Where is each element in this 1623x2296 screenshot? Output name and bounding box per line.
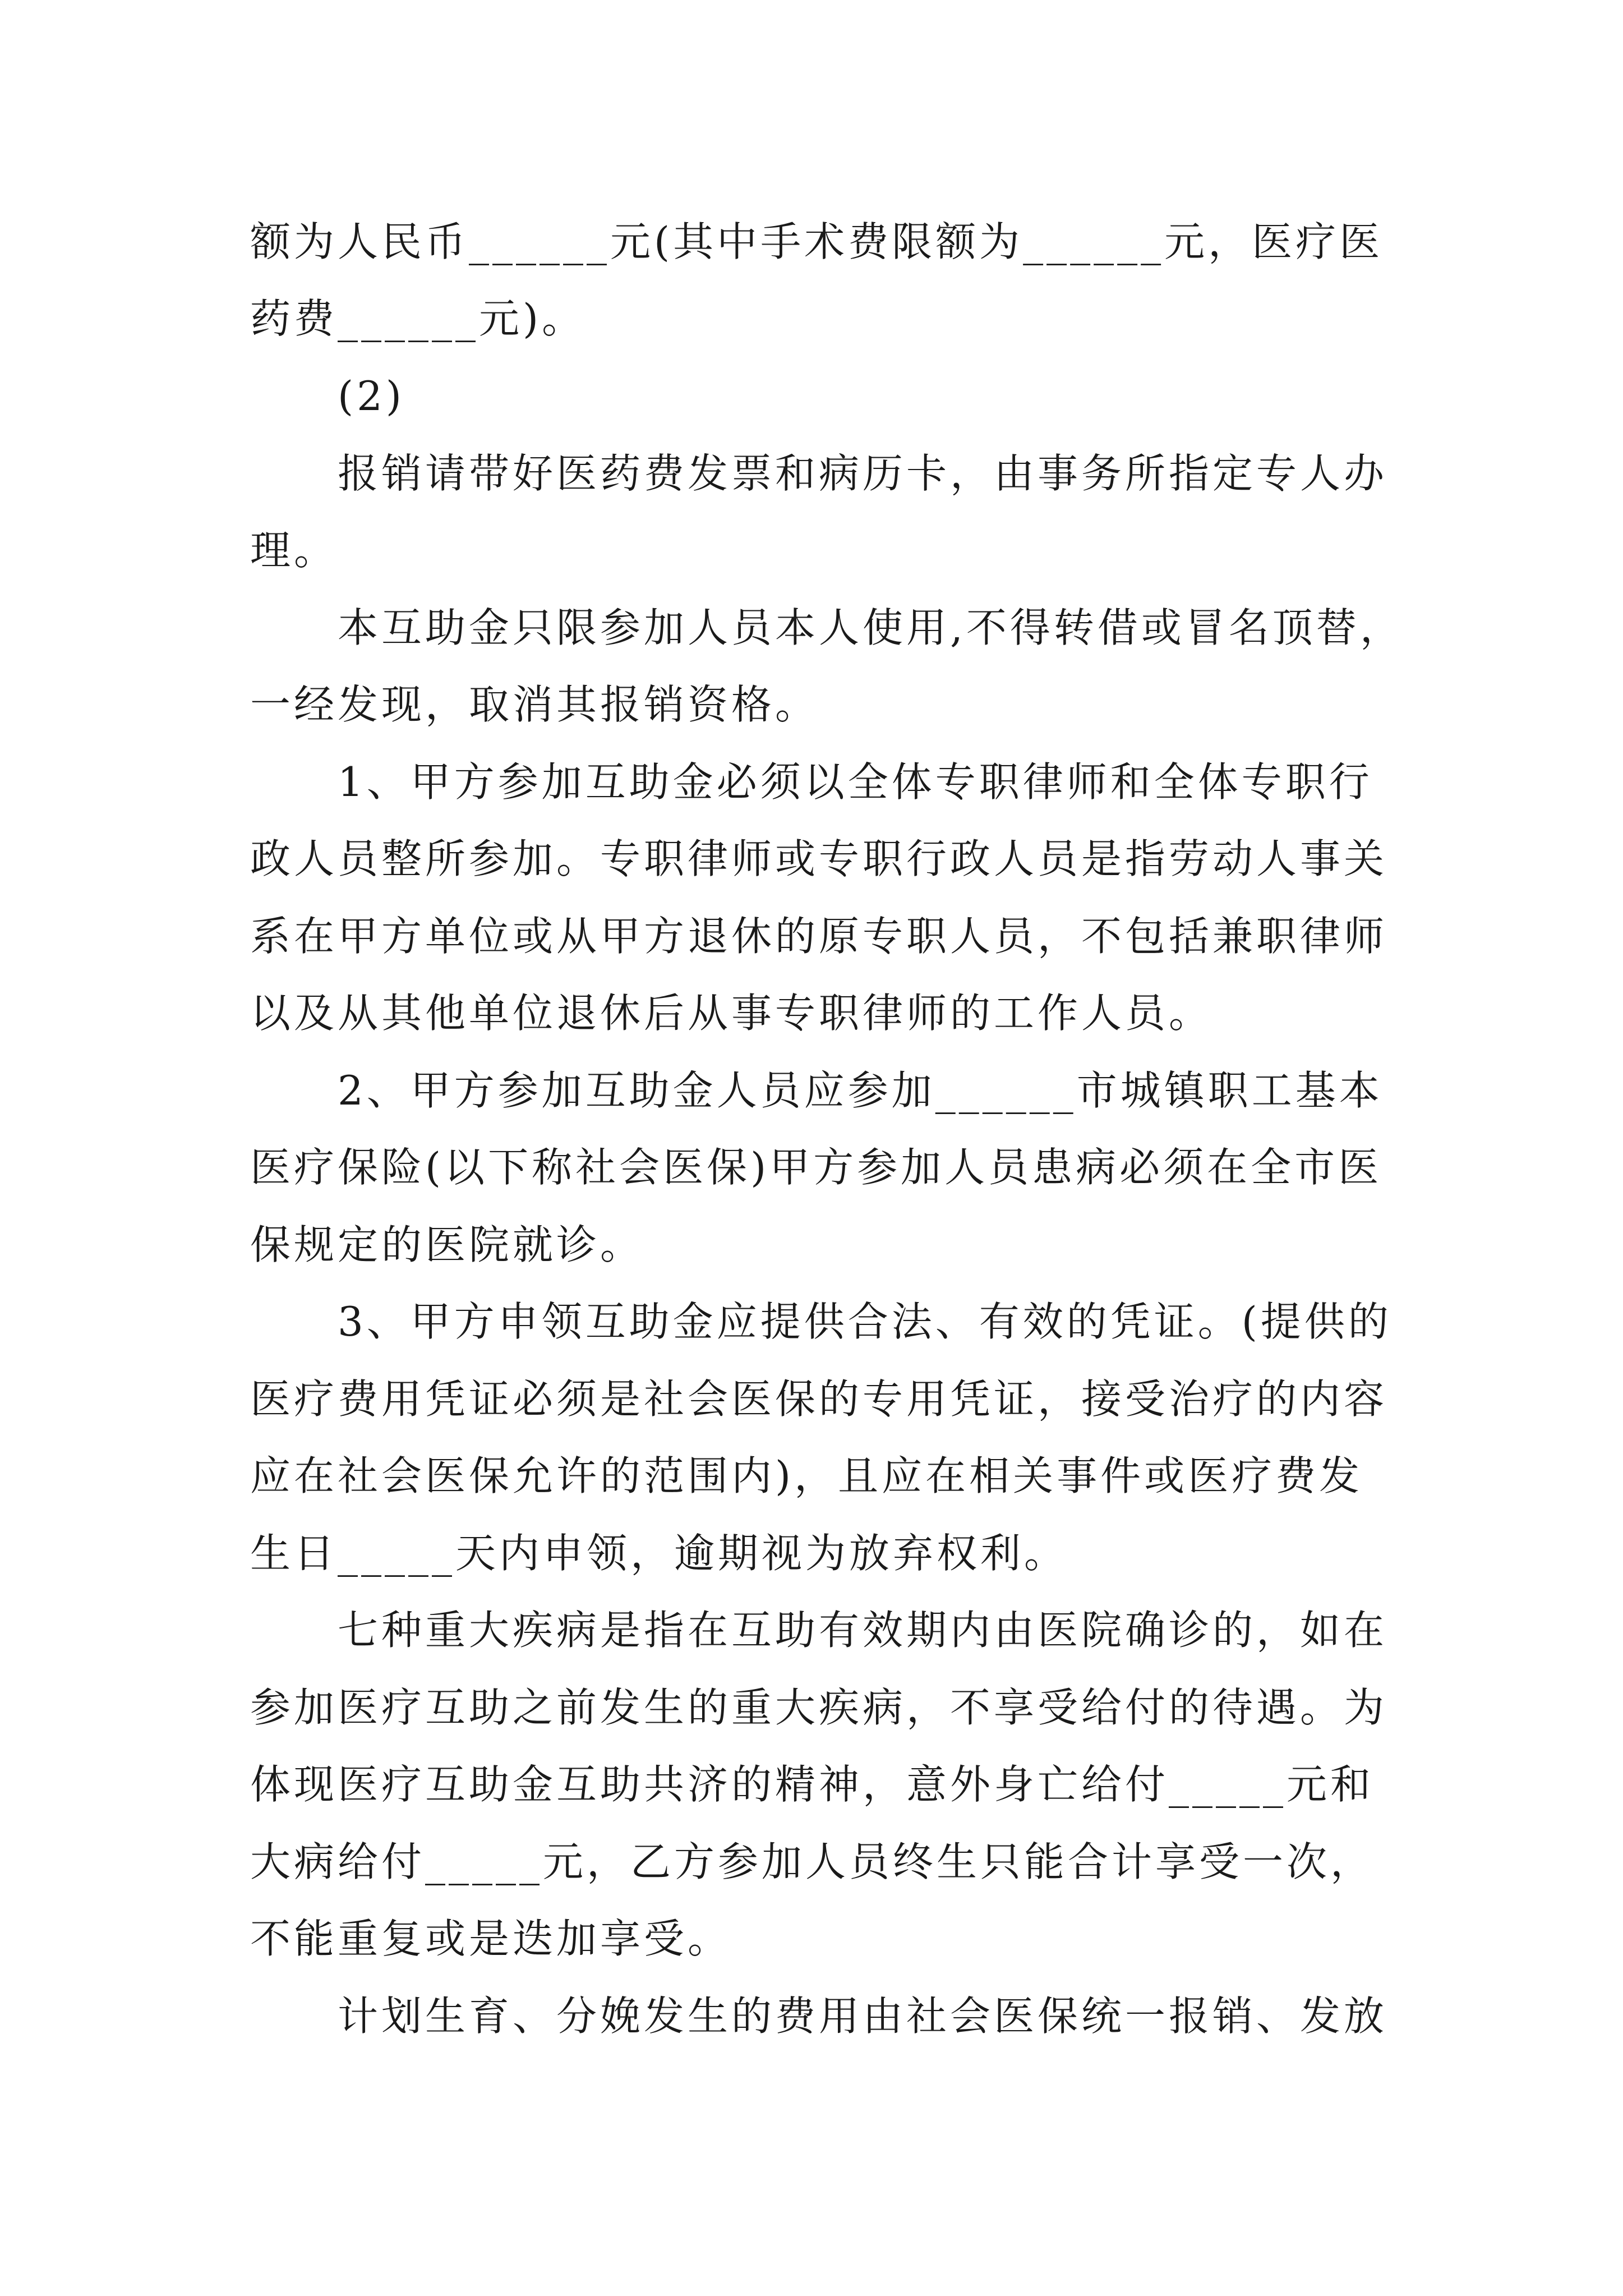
text-line-9: 政人员整所参加。专职律师或专职行政人员是指劳动人事关 — [250, 835, 1388, 882]
text-line-13: 医疗保险(以下称社会医保)甲方参加人员患病必须在全市医 — [250, 1144, 1382, 1191]
text-line-21: 体现医疗互助金互助共济的精神，意外身亡给付_____元和 — [250, 1761, 1375, 1808]
text-line-10: 系在甲方单位或从甲方退休的原专职人员，不包括兼职律师 — [250, 913, 1388, 960]
text-line-3: (2) — [338, 372, 405, 420]
text-line-7: 一经发现，取消其报销资格。 — [250, 681, 819, 728]
text-line-1: 额为人民币______元(其中手术费限额为______元，医疗医 — [250, 218, 1384, 265]
text-line-18: 生日_____天内申领，逾期视为放弃权利。 — [250, 1530, 1068, 1577]
text-line-2: 药费______元)。 — [250, 295, 586, 342]
text-line-8: 1、甲方参加互助金必须以全体专职律师和全体专职行 — [338, 758, 1373, 806]
text-line-19: 七种重大疾病是指在互助有效期内由医院确诊的，如在 — [338, 1607, 1388, 1654]
text-line-14: 保规定的医院就诊。 — [250, 1221, 644, 1268]
text-line-24: 计划生育、分娩发生的费用由社会医保统一报销、发放 — [338, 1993, 1388, 2040]
text-line-16: 医疗费用凭证必须是社会医保的专用凭证，接受治疗的内容 — [250, 1375, 1388, 1423]
text-line-4: 报销请带好医药费发票和病历卡，由事务所指定专人办 — [338, 450, 1388, 497]
text-line-12: 2、甲方参加互助金人员应参加______市城镇职工基本 — [338, 1067, 1383, 1114]
text-line-15: 3、甲方申领互助金应提供合法、有效的凭证。(提供的 — [338, 1298, 1392, 1345]
text-line-5: 理。 — [250, 527, 338, 574]
text-line-11: 以及从其他单位退休后从事专职律师的工作人员。 — [250, 990, 1213, 1037]
text-line-20: 参加医疗互助之前发生的重大疾病，不享受给付的待遇。为 — [250, 1684, 1388, 1731]
text-line-22: 大病给付_____元，乙方参加人员终生只能合计享受一次， — [250, 1838, 1375, 1885]
text-line-17: 应在社会医保允许的范围内)，且应在相关事件或医疗费发 — [250, 1452, 1363, 1499]
text-line-23: 不能重复或是迭加享受。 — [250, 1915, 732, 1962]
text-line-6: 本互助金只限参加人员本人使用,不得转借或冒名顶替， — [338, 604, 1404, 651]
